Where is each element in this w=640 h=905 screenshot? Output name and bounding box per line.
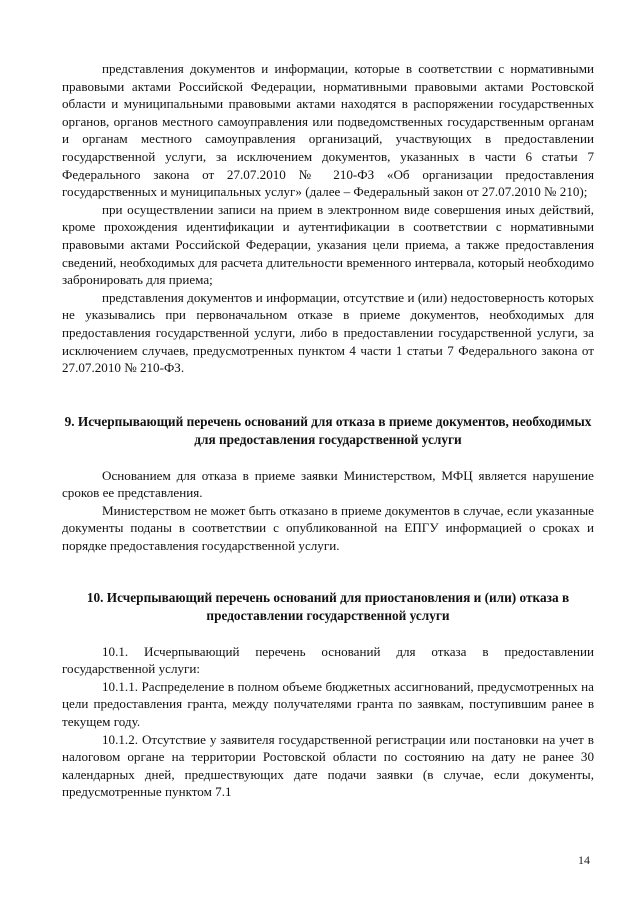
section-10-paragraph-3: 10.1.2. Отсутствие у заявителя государственной регистрации или постановки на учет в налоговом органе на территории Ростовской области по состоянию на дату не ранее 30 календарных дней, предшествующих дате подачи заявки (в случае, если документы, предусмотренные пунктом 7.1 — [62, 731, 594, 800]
page-number: 14 — [578, 853, 590, 867]
section-10-paragraph-2: 10.1.1. Распределение в полном объеме бюджетных ассигнований, предусмотренных на цели предоставления гранта, между получателями гранта по заявкам, поступившим ранее в текущем году. — [62, 678, 594, 730]
section-9-paragraph-2: Министерством не может быть отказано в приеме документов в случае, если указанные документы поданы в соответствии с опубликованной на ЕПГУ информацией о сроках и порядке предоставления государственной услуги. — [62, 502, 594, 554]
paragraph-inaccurate-information: представления документов и информации, отсутствие и (или) недостоверность которых не указывались при первоначальном отказе в приеме документов, необходимых для предоставления государственной услуги, либо в предоставлении государственной услуги, за исключением случаев, предусмотренных пунктом 4 части 1 статьи 7 Федерального закона от 27.07.2010 № 210-ФЗ. — [62, 289, 594, 376]
paragraph-electronic-appointment: при осуществлении записи на прием в электронном виде совершения иных действий, кроме прохождения идентификации и аутентификации в соответствии с нормативными правовыми актами Российской Федерации, указания цели приема, а также предоставления сведений, необходимых для расчета длительности временного интервала, который необходимо забронировать для приема; — [62, 201, 594, 288]
section-10-heading: 10. Исчерпывающий перечень оснований для приостановления и (или) отказа в предоставлении государственной услуги — [86, 589, 570, 623]
section-9-heading: 9. Исчерпывающий перечень оснований для отказа в приеме документов, необходимых для предоставления государственной услуги — [64, 413, 592, 447]
section-10-paragraph-1: 10.1. Исчерпывающий перечень оснований для отказа в предоставлении государственной услуги: — [62, 643, 594, 677]
document-page — [62, 60, 594, 801]
paragraph-documents-information: представления документов и информации, которые в соответствии с нормативными правовыми актами Российской Федерации, нормативными правовыми актами Ростовской области и муниципальными правовыми актами находятся в распоряжении государственных органов, органов местного самоуправления или подведомственных государственным органам и органам местного самоуправления организаций, участвующих в предоставлении государственной услуги, за исключением документов, указанных в части 6 статьи 7 Федерального закона от 27.07.2010 № 210-ФЗ «Об организации предоставления государственных и муниципальных услуг» (далее – Федеральный закон от 27.07.2010 № 210); — [62, 61, 594, 200]
section-9-paragraph-1: Основанием для отказа в приеме заявки Министерством, МФЦ является нарушение сроков ее представления. — [62, 467, 594, 501]
